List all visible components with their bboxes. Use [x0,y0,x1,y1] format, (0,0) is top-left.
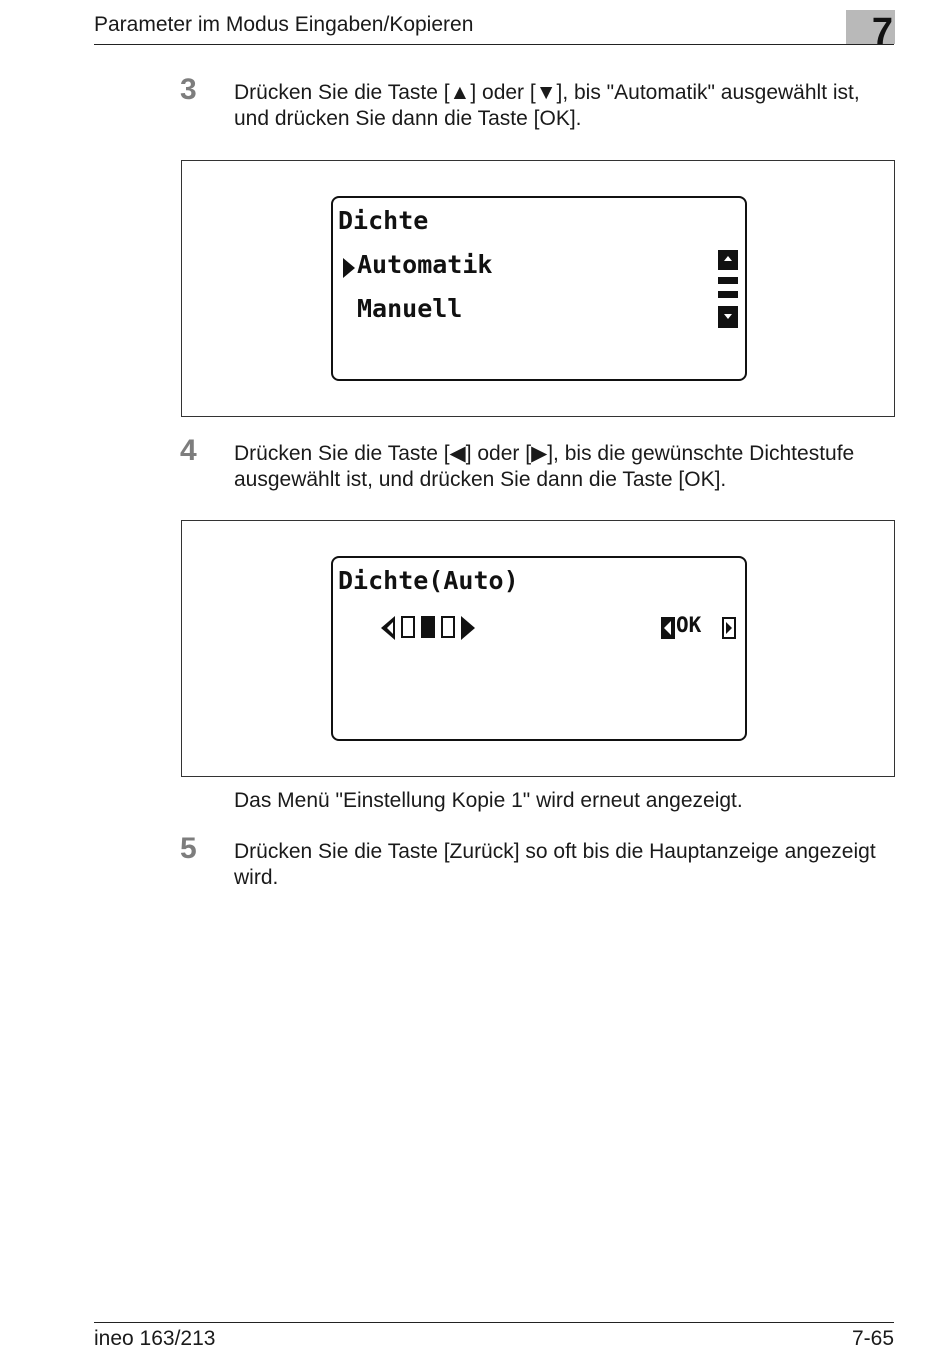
header-divider [94,44,894,45]
step-text-5: Drücken Sie die Taste [Zurück] so oft bis die Hauptanzeige angezeigt wird. [234,840,876,889]
chapter-number: 7 [871,11,893,53]
footer-page-number: 7-65 [851,1327,894,1350]
step-number-3: 3 [180,73,197,106]
step-text-3: Drücken Sie die Taste [▲] oder [▼], bis "Automatik" ausgewählt ist, und drücken Sie dann die Taste [OK]. [234,81,860,130]
ok-right-arrow-icon [722,617,736,639]
footer-divider [94,1322,894,1323]
density-decrease-arrow-icon [381,616,395,640]
lcd-menu-item-automatik: Automatik [357,250,493,279]
lcd-title: Dichte [338,206,429,235]
selection-cursor-icon [343,258,355,278]
page-header-title: Parameter im Modus Eingaben/Kopieren [94,13,474,36]
step-number-5: 5 [180,832,197,865]
ok-left-arrow-icon [661,617,675,639]
lcd-menu-item-manuell: Manuell [357,294,463,323]
footer-model: ineo 163/213 [94,1327,216,1350]
step-number-4: 4 [180,434,197,467]
scrollbar-icon [718,250,738,328]
density-increase-arrow-icon [461,616,475,640]
lcd-title: Dichte(Auto) [338,566,519,595]
ok-label: OK [676,613,702,637]
density-level-box [401,616,415,638]
density-level-indicator [381,616,481,640]
figure-frame-2 [181,520,895,777]
density-level-box-selected [421,616,435,638]
lcd-screen-dichte-auto [331,556,747,741]
lcd-screen-dichte [331,196,747,381]
step-text-4: Drücken Sie die Taste [◀] oder [▶], bis die gewünschte Dichtestufe ausgewählt ist, und drücken Sie dann die Taste [OK]. [234,442,855,491]
chapter-tab [846,10,895,53]
figure-frame-1 [181,160,895,417]
density-level-box [441,616,455,638]
note-text: Das Menü "Einstellung Kopie 1" wird erneut angezeigt. [234,789,743,812]
